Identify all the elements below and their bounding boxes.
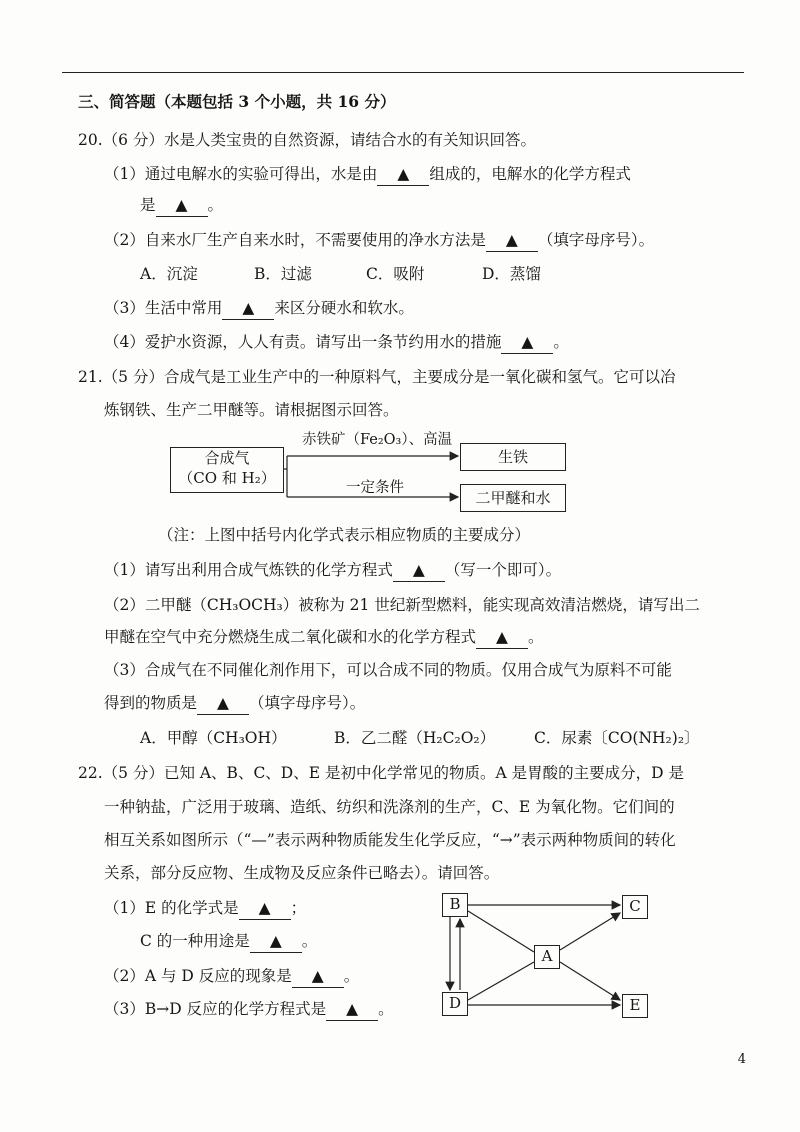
q22-p2-text: （2）A 与 D 反应的现象是 [104,967,292,985]
q20-option-a: A．沉淀 [140,265,198,283]
answer-blank[interactable]: ▲ [393,559,445,582]
q22-stem-a: 22.（5 分）已知 A、B、C、D、E 是初中化学常见的物质。A 是胃酸的主要成分，D 是 [78,764,684,782]
q21-stem-a: 21.（5 分）合成气是工业生产中的一种原料气，主要成分是一氧化碳和氢气。它可以冶 [78,368,676,386]
answer-blank[interactable]: ▲ [501,331,553,354]
q21-option-b: B．乙二醛（H₂C₂O₂） [334,729,496,747]
answer-blank[interactable]: ▲ [222,297,274,320]
answer-blank[interactable]: ▲ [486,229,538,252]
section-title: 三、简答题（本题包括 3 个小题，共 16 分） [78,92,396,111]
q21-p3b-text2: （填字母序号）。 [249,694,366,712]
answer-blank[interactable]: ▲ [250,930,302,953]
node-c: C [622,895,648,919]
answer-blank[interactable]: ▲ [239,897,291,920]
q21-option-a: A．甲醇（CH₃OH） [140,729,287,747]
syngas-label: 合成气 [204,449,250,467]
q20-p1a-text: （1）通过电解水的实验可得出，水是由 [104,165,378,183]
q20-p1b-text2: 。 [207,196,224,214]
q21-p3b-text: 得到的物质是 [104,694,198,712]
q21-p1-text: （1）请写出利用合成气炼铁的化学方程式 [104,561,393,579]
syngas-formula: （CO 和 H₂） [178,469,276,487]
top-condition-label: 赤铁矿（Fe₂O₃）、高温 [302,432,453,448]
q20-p2-text: （2）自来水厂生产自来水时，不需要使用的净水方法是 [104,231,486,249]
q20-option-d: D．蒸馏 [482,265,541,283]
q21-option-c: C．尿素〔CO(NH₂)₂〕 [534,729,700,747]
node-d: D [442,992,468,1016]
q20-option-c: C．吸附 [366,265,425,283]
q21-p2b-text: 甲醚在空气中充分燃烧生成二氧化碳和水的化学方程式 [104,628,477,646]
answer-blank[interactable]: ▲ [326,998,378,1021]
q20-p1a-text2: 组成的，电解水的化学方程式 [429,165,631,183]
q22-p1b-text: C 的一种用途是 [140,932,250,950]
q21-part2a: （2）二甲醚（CH₃OCH₃）被称为 21 世纪新型燃料，能实现高效清洁燃烧，请写出二 [104,596,700,614]
q20-p4-text2: 。 [553,333,569,351]
answer-blank[interactable]: ▲ [292,965,344,988]
answer-blank[interactable]: ▲ [377,163,429,186]
node-a: A [534,945,560,969]
arrow-a-to-c [560,913,620,950]
q22-stem-d: 关系，部分反应物、生成物及反应条件已略去）。请回答。 [104,864,500,882]
q21-p2b-text2: 。 [528,628,544,646]
q20-p2-text2: （填字母序号）。 [537,231,655,249]
page-number: 4 [737,1052,746,1067]
node-b: B [442,893,468,917]
q21-p1-text2: （写一个即可）。 [444,561,562,579]
product-dme-box: 二甲醚和水 [460,484,566,512]
q22-stem-b: 一种钠盐，广泛用于玻璃、造纸、纺织和洗涤剂的生产，C、E 为氧化物。它们间的 [104,798,675,816]
answer-blank[interactable]: ▲ [156,194,208,217]
q20-p1b-text: 是 [140,196,156,214]
arrow-a-to-e [560,962,620,1000]
q20-option-b: B．过滤 [254,265,312,283]
bottom-condition-label: 一定条件 [346,480,404,496]
q22-p1b-text2: 。 [301,932,318,950]
product-iron-box: 生铁 [460,443,566,471]
q21-stem-b: 炼钢铁、生产二甲醚等。请根据图示回答。 [104,401,399,419]
q20-p4-text: （4）爱护水资源，人人有责。请写出一条节约用水的措施 [104,333,502,351]
q20-stem: 20.（6 分）水是人类宝贵的自然资源，请结合水的有关知识回答。 [78,131,536,149]
q22-p2-text2: 。 [343,967,360,985]
q22-stem-c: 相互关系如图所示（“—”表示两种物质能发生化学反应，“→”表示两种物质间的转化 [104,831,676,849]
q22-p1a-text2: ； [290,899,307,917]
q22-p3-text: （3）B→D 反应的化学方程式是 [104,1000,327,1018]
node-e: E [622,994,648,1018]
q20-p3-text: （3）生活中常用 [104,299,223,317]
answer-blank[interactable]: ▲ [197,692,249,715]
line-d-a [468,962,534,1000]
q20-p3-text2: 来区分硬水和软水。 [274,299,414,317]
q21-note: （注：上图中括号内化学式表示相应物质的主要成分） [158,526,531,544]
line-b-a [468,911,534,952]
q22-p3-text2: 。 [378,1000,394,1018]
q22-p1a-text: （1）E 的化学式是 [104,899,239,917]
q21-part3a: （3）合成气在不同催化剂作用下，可以合成不同的物质。仅用合成气为原料不可能 [104,661,672,679]
answer-blank[interactable]: ▲ [476,626,528,649]
